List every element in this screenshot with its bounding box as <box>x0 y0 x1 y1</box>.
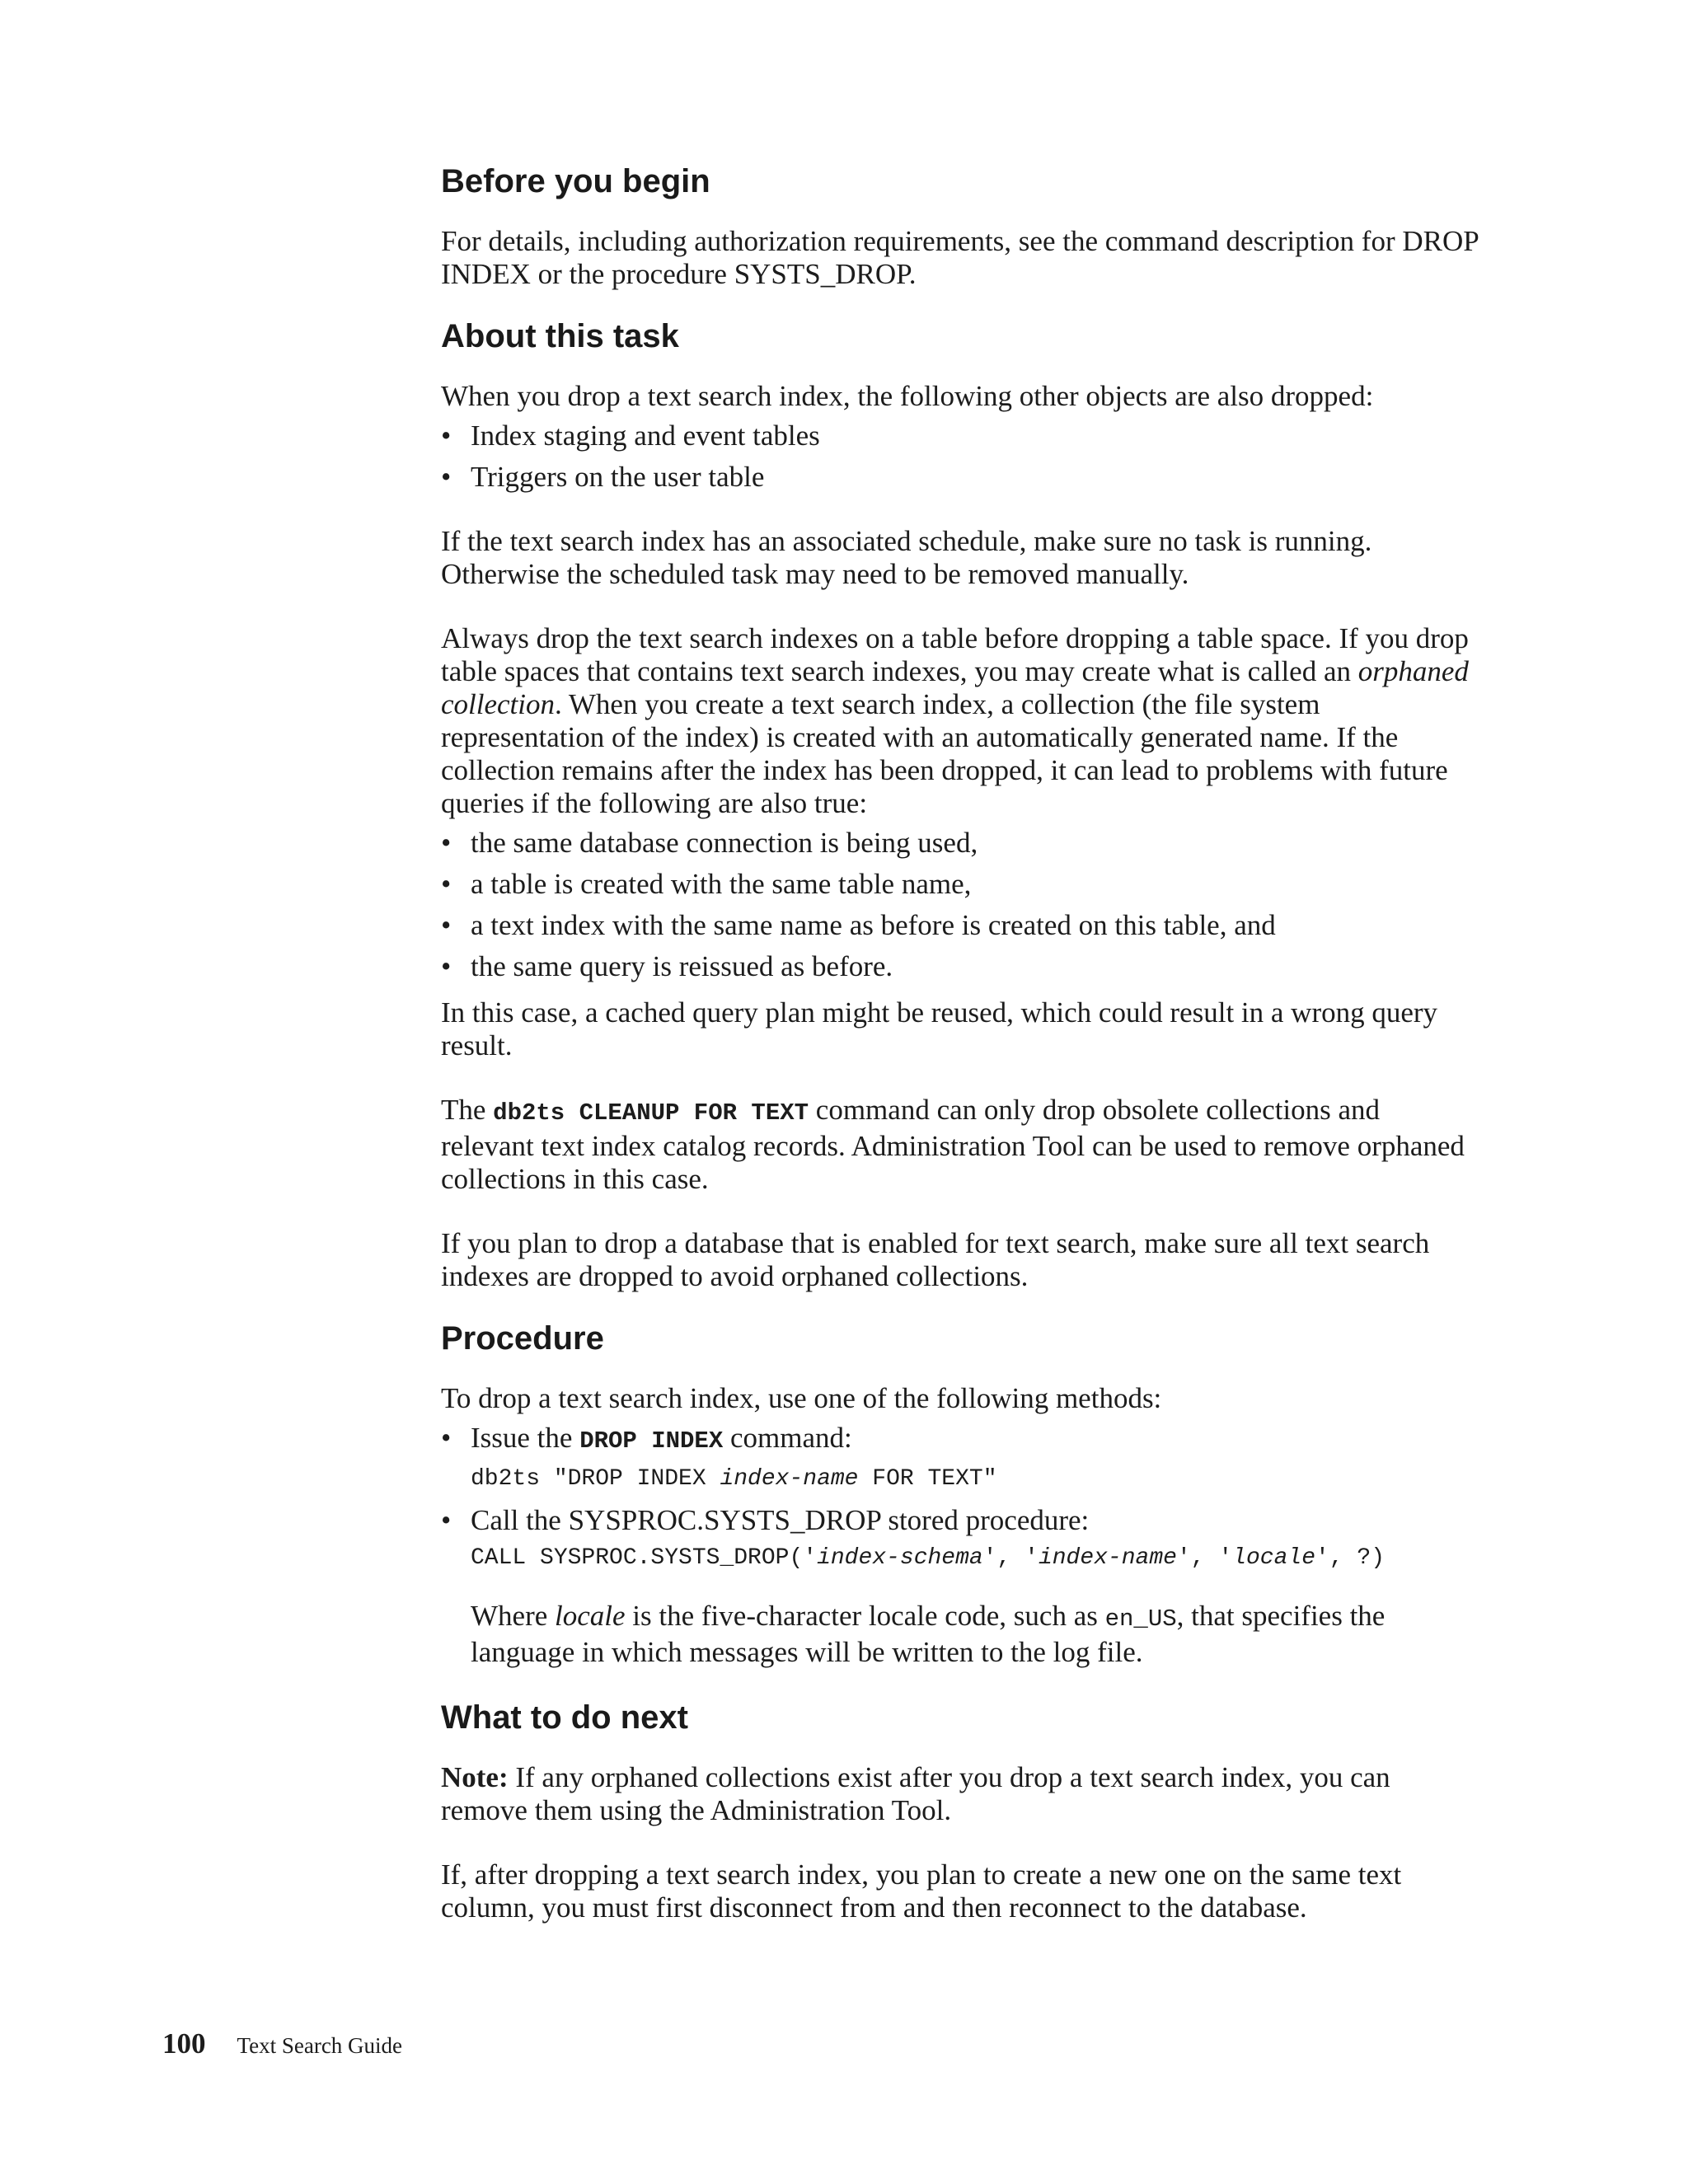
locale-code: en_US <box>1104 1605 1177 1633</box>
list-item: • Triggers on the user table <box>441 461 765 493</box>
conditions-list <box>441 827 1479 983</box>
section-heading-before: Before you begin <box>441 163 710 199</box>
code-example-systs-drop: CALL SYSPROC.SYSTS_DROP('index-schema', 'index-name', 'locale', ?) <box>471 1545 1386 1571</box>
section-heading-procedure: Procedure <box>441 1320 604 1357</box>
guide-title: Text Search Guide <box>237 2033 403 2058</box>
list-item: • Index staging and event tables <box>441 419 820 452</box>
page-number: 100 <box>162 2027 206 2060</box>
note-label: Note: <box>441 1761 509 1793</box>
locale-explanation: Where locale is the five-character locale code, such as en_US, that specifies the language in which messages will be written to the log file. <box>471 1600 1386 1668</box>
list-item: • the same database connection is being used, <box>441 827 978 859</box>
section-heading-about: About this task <box>441 318 679 354</box>
cached-plan-text: In this case, a cached query plan might be reused, which could result in a wrong query result. <box>441 996 1438 1062</box>
procedure-intro: To drop a text search index, use one of the following methods: <box>441 1382 1162 1414</box>
database-text: If you plan to drop a database that is enabled for text search, make sure all text search indexes are dropped to avoid orphaned collections. <box>441 1227 1430 1292</box>
cleanup-command: db2ts CLEANUP FOR TEXT <box>493 1099 809 1127</box>
list-item: • a text index with the same name as before is created on this table, and <box>441 909 1276 941</box>
orphaned-collection-term: orphaned collection <box>441 655 1469 720</box>
page-footer <box>162 2027 402 2060</box>
before-text: For details, including authorization requirements, see the command description for DROP INDEX or the procedure SYSTS_DROP. <box>441 225 1479 290</box>
list-item: • Issue the DROP INDEX command: db2ts "DROP INDEX index-name FOR TEXT" <box>441 1422 1479 1496</box>
page-content <box>441 161 1479 1956</box>
section-heading-next: What to do next <box>441 1699 688 1736</box>
code-example-drop-index: db2ts "DROP INDEX index-name FOR TEXT" <box>471 1466 997 1492</box>
methods-list <box>441 1422 1479 1669</box>
about-intro: When you drop a text search index, the following other objects are also dropped: <box>441 380 1374 412</box>
list-item: • Call the SYSPROC.SYSTS_DROP stored procedure: CALL SYSPROC.SYSTS_DROP('index-schema', 'index-name', 'locale', ?) Where locale is the five-character locale code, such as en_US, that specifies the language in which messages will be written to the log file. <box>441 1504 1479 1669</box>
cleanup-paragraph: The db2ts CLEANUP FOR TEXT command can only drop obsolete collections and relevant text index catalog records. Administration Tool can be used to remove orphaned collections in this case. <box>441 1094 1465 1195</box>
reconnect-text: If, after dropping a text search index, you plan to create a new one on the same text column, you must first disconnect from and then reconnect to the database. <box>441 1858 1402 1924</box>
list-item: • a table is created with the same table name, <box>441 868 972 900</box>
schedule-text: If the text search index has an associated schedule, make sure no task is running. Otherwise the scheduled task may need to be removed manually. <box>441 525 1372 590</box>
note-paragraph: Note: If any orphaned collections exist after you drop a text search index, you can remove them using the Administration Tool. <box>441 1761 1390 1826</box>
dropped-objects-list <box>441 419 1479 494</box>
drop-index-command: DROP INDEX <box>579 1427 724 1455</box>
list-item: • the same query is reissued as before. <box>441 950 893 982</box>
orphan-paragraph: Always drop the text search indexes on a table before dropping a table space. If you drop table spaces that contains text search indexes, you may create what is called an orphaned collection. When you create a text search index, a collection (the file system representation of the index) is created with an automatically generated name. If the collection remains after the index has been dropped, it can lead to problems with future queries if the following are also true: <box>441 622 1469 819</box>
